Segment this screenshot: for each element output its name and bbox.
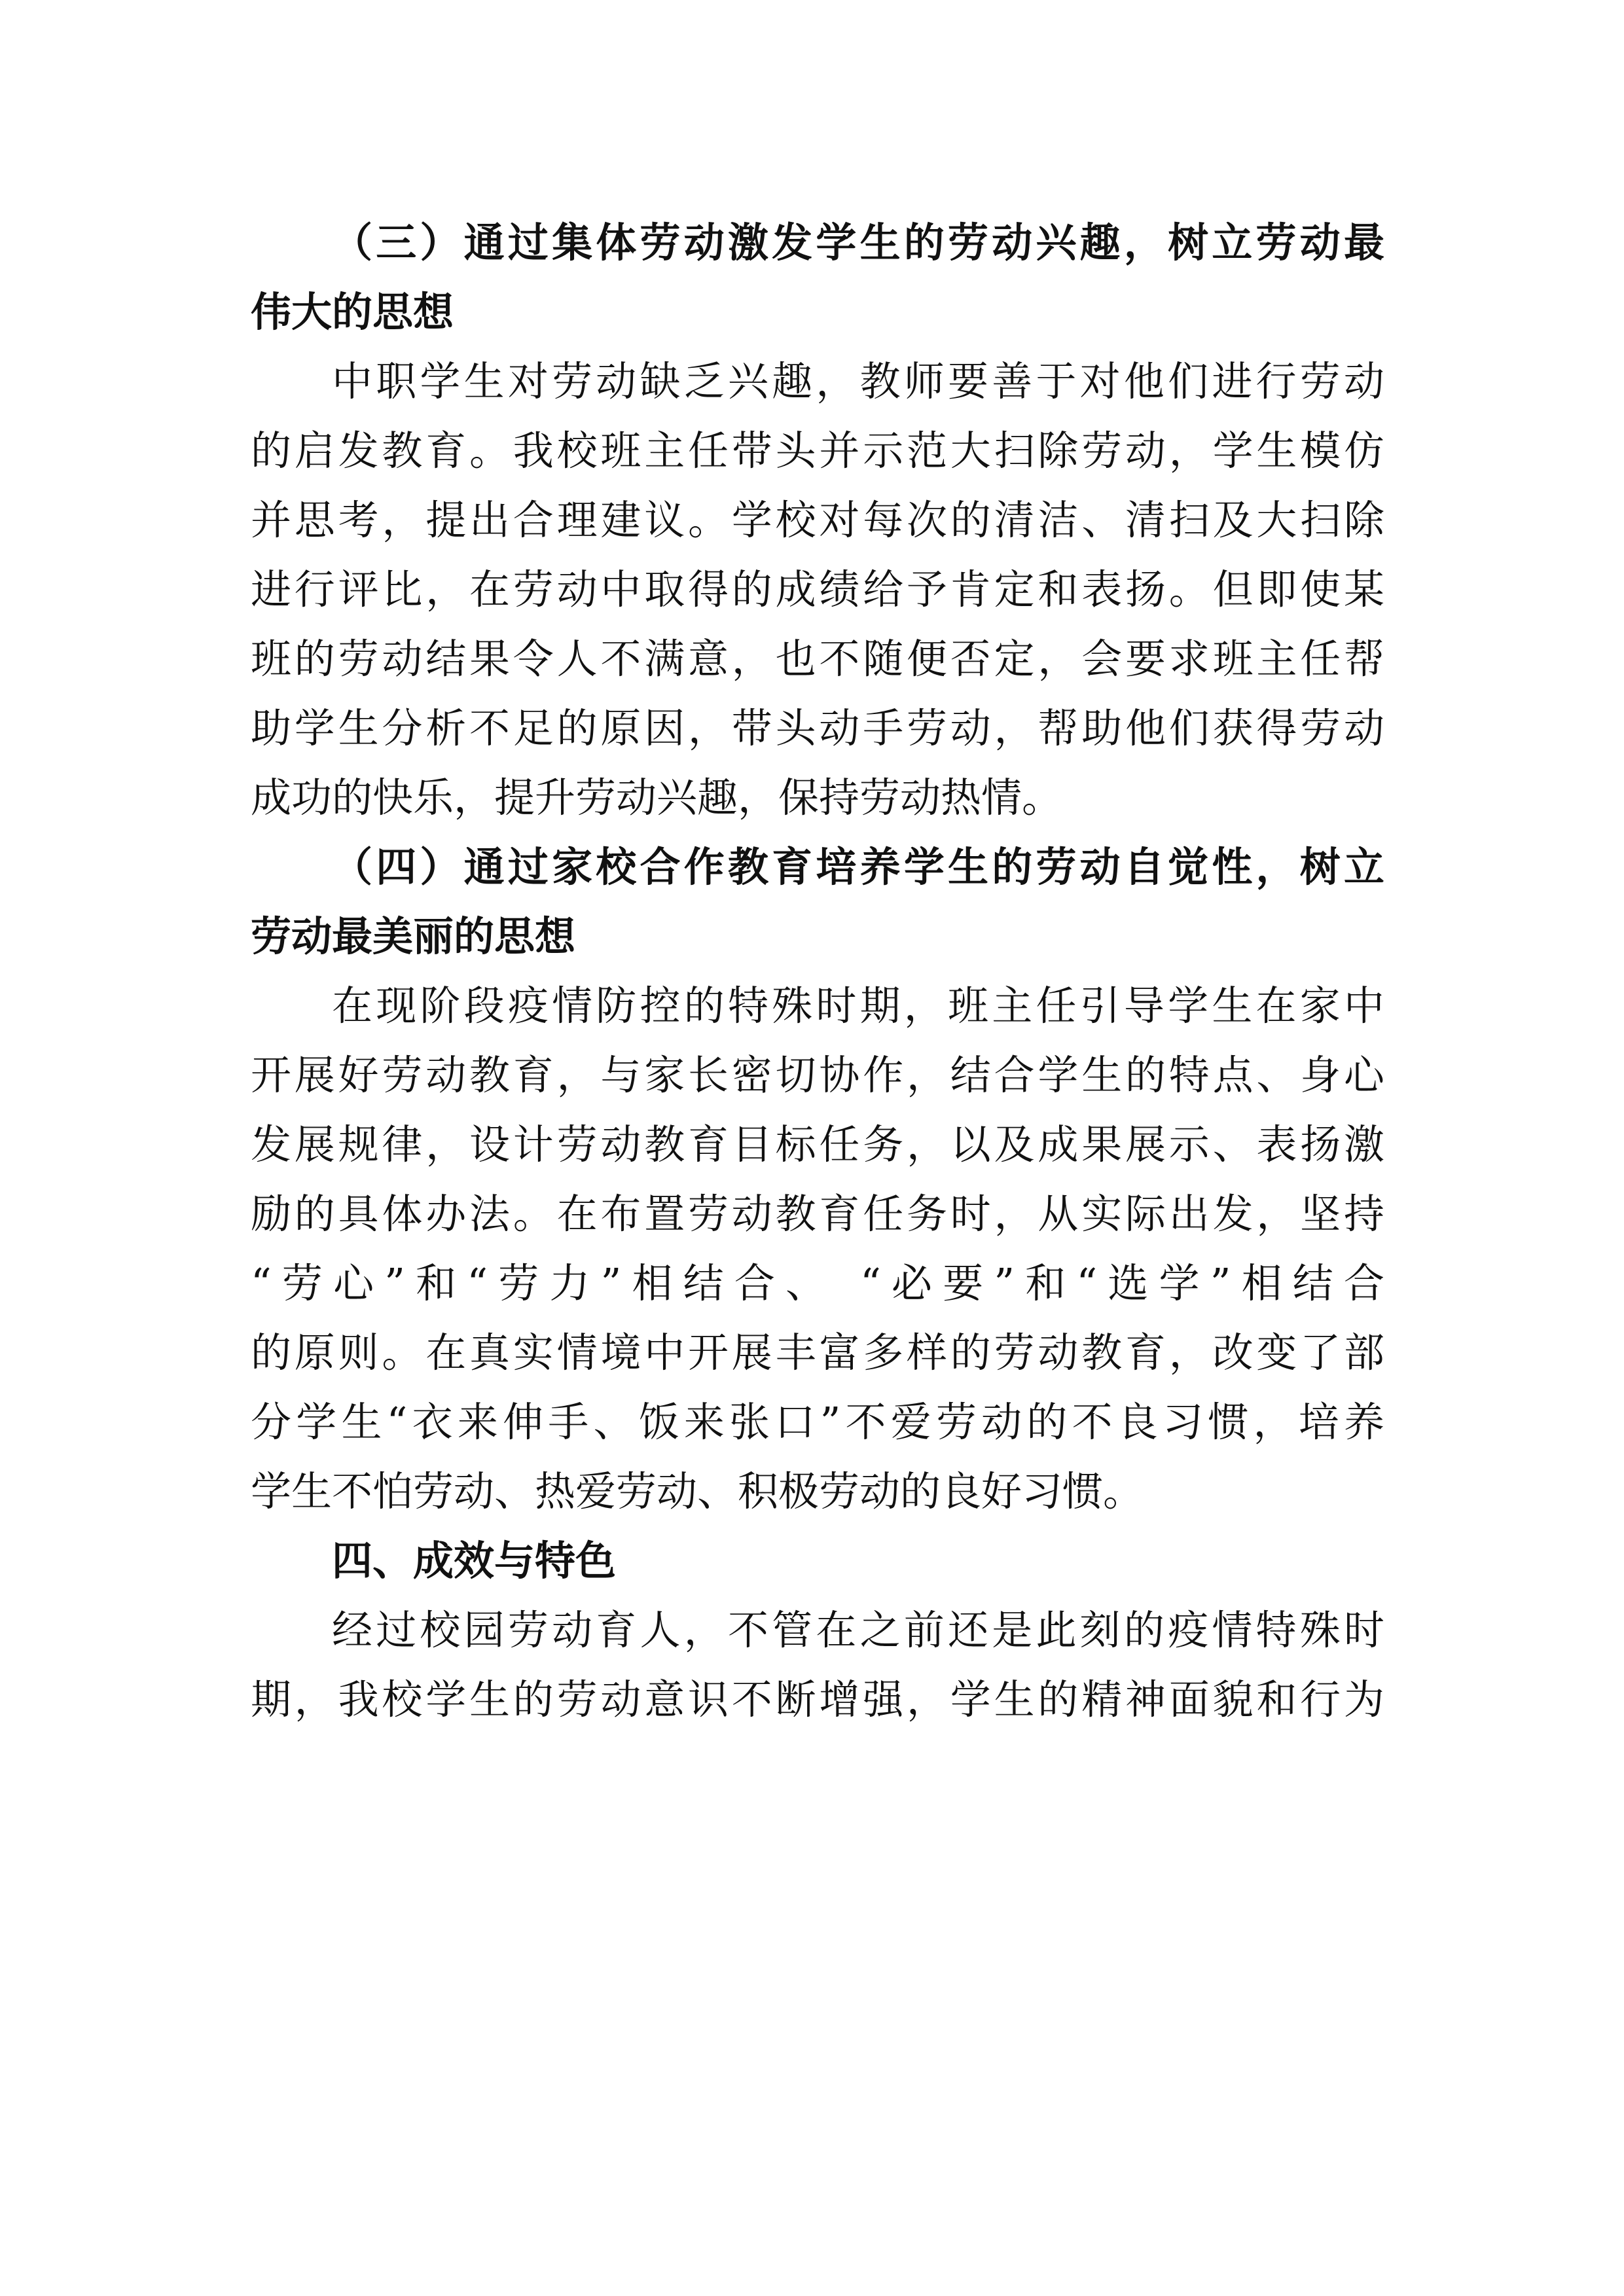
paragraph-line: 经过校园劳动育人，不管在之前还是此刻的疫情特殊时 bbox=[332, 1606, 1384, 1654]
section-3-heading-line-1: （三）通过集体劳动激发学生的劳动兴趣，树立劳动最 bbox=[332, 219, 1384, 266]
section-4-heading-line-2: 劳动最美丽的思想 bbox=[251, 912, 576, 960]
section-3-heading-line-2: 伟大的思想 bbox=[251, 288, 454, 336]
results-heading: 四、成效与特色 bbox=[332, 1537, 617, 1585]
paragraph-line: 助学生分析不足的原因，带头动手劳动，帮助他们获得劳动 bbox=[251, 704, 1384, 752]
paragraph-line: “劳心”和“劳力”相结合、 “必要”和“选学”相结合 bbox=[251, 1259, 1384, 1307]
paragraph-line: 学生不怕劳动、热爱劳动、积极劳动的良好习惯。 bbox=[251, 1467, 1144, 1515]
paragraph-line: 发展规律，设计劳动教育目标任务，以及成果展示、表扬激 bbox=[251, 1121, 1384, 1168]
paragraph-line: 开展好劳动教育，与家长密切协作，结合学生的特点、身心 bbox=[251, 1051, 1384, 1099]
paragraph-line: 的启发教育。我校班主任带头并示范大扫除劳动，学生模仿 bbox=[251, 427, 1384, 475]
paragraph-line: 并思考，提出合理建议。学校对每次的清洁、清扫及大扫除 bbox=[251, 496, 1384, 544]
paragraph-line: 的原则。在真实情境中开展丰富多样的劳动教育，改变了部 bbox=[251, 1329, 1384, 1376]
paragraph-line: 分学生“衣来伸手、饭来张口”不爱劳动的不良习惯，培养 bbox=[251, 1398, 1384, 1446]
section-4-heading-line-1: （四）通过家校合作教育培养学生的劳动自觉性，树立 bbox=[332, 843, 1384, 891]
paragraph-line: 中职学生对劳动缺乏兴趣，教师要善于对他们进行劳动 bbox=[332, 357, 1384, 405]
paragraph-line: 班的劳动结果令人不满意，也不随便否定，会要求班主任帮 bbox=[251, 635, 1384, 683]
paragraph-line: 在现阶段疫情防控的特殊时期，班主任引导学生在家中 bbox=[332, 982, 1384, 1030]
paragraph-line: 进行评比，在劳动中取得的成绩给予肯定和表扬。但即使某 bbox=[251, 565, 1384, 613]
paragraph-line: 励的具体办法。在布置劳动教育任务时，从实际出发，坚持 bbox=[251, 1190, 1384, 1238]
paragraph-line: 期，我校学生的劳动意识不断增强，学生的精神面貌和行为 bbox=[251, 1676, 1384, 1723]
document-page bbox=[251, 208, 1384, 1734]
paragraph-line: 成功的快乐，提升劳动兴趣，保持劳动热情。 bbox=[251, 774, 1063, 821]
